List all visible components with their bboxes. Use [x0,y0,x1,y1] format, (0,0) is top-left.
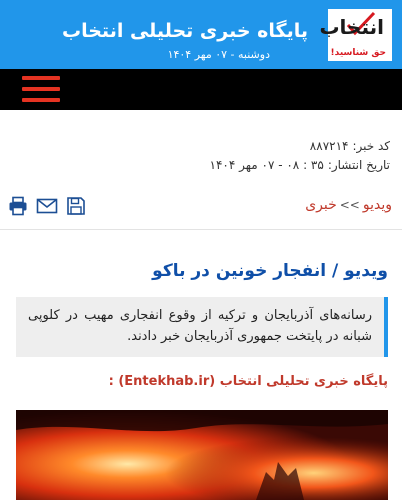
explosion-image [16,410,388,500]
publish-date [210,158,391,172]
breadcrumb-category-link[interactable]: خبری [305,197,337,213]
news-code-value: ۸۸۷۲۱۴ [309,139,349,153]
header-date: دوشنبه - ۰۷ مهر ۱۴۰۴ [167,48,270,61]
publish-date-value: ۳۵ : ۰۸ - ۰۷ مهر ۱۴۰۴ [209,158,324,172]
save-icon[interactable] [66,196,86,216]
nav-bar [0,69,402,110]
publish-date-label: تاریخ انتشار: [327,158,390,172]
article-lead: رسانه‌های آذربایجان و ترکیه از وقوع انفجاری مهیب در کلوپی شبانه در پایتخت جمهوری آذربایجان خبر دادند. [16,297,388,357]
site-header [0,0,402,69]
news-code-label: کد خبر: [352,139,390,153]
video-thumbnail[interactable] [16,410,388,500]
menu-icon[interactable] [22,76,60,103]
email-icon[interactable] [36,196,58,216]
breadcrumb [305,197,392,213]
logo-text: انتخاب [319,15,384,39]
logo-tagline: حق شناسید! [330,48,386,58]
site-title[interactable]: پایگاه خبری تحلیلی انتخاب [62,20,308,42]
breadcrumb-section-link[interactable]: ویدیو [362,197,392,213]
breadcrumb-separator: >> [339,198,360,212]
news-code [310,139,390,153]
article-source: پایگاه خبری تحلیلی انتخاب (Entekhab.ir) : [108,374,388,389]
article-headline: ویدیو / انفجار خونین در باکو [152,261,388,281]
site-logo[interactable] [319,9,392,61]
divider [0,229,402,230]
print-icon[interactable] [8,196,28,216]
